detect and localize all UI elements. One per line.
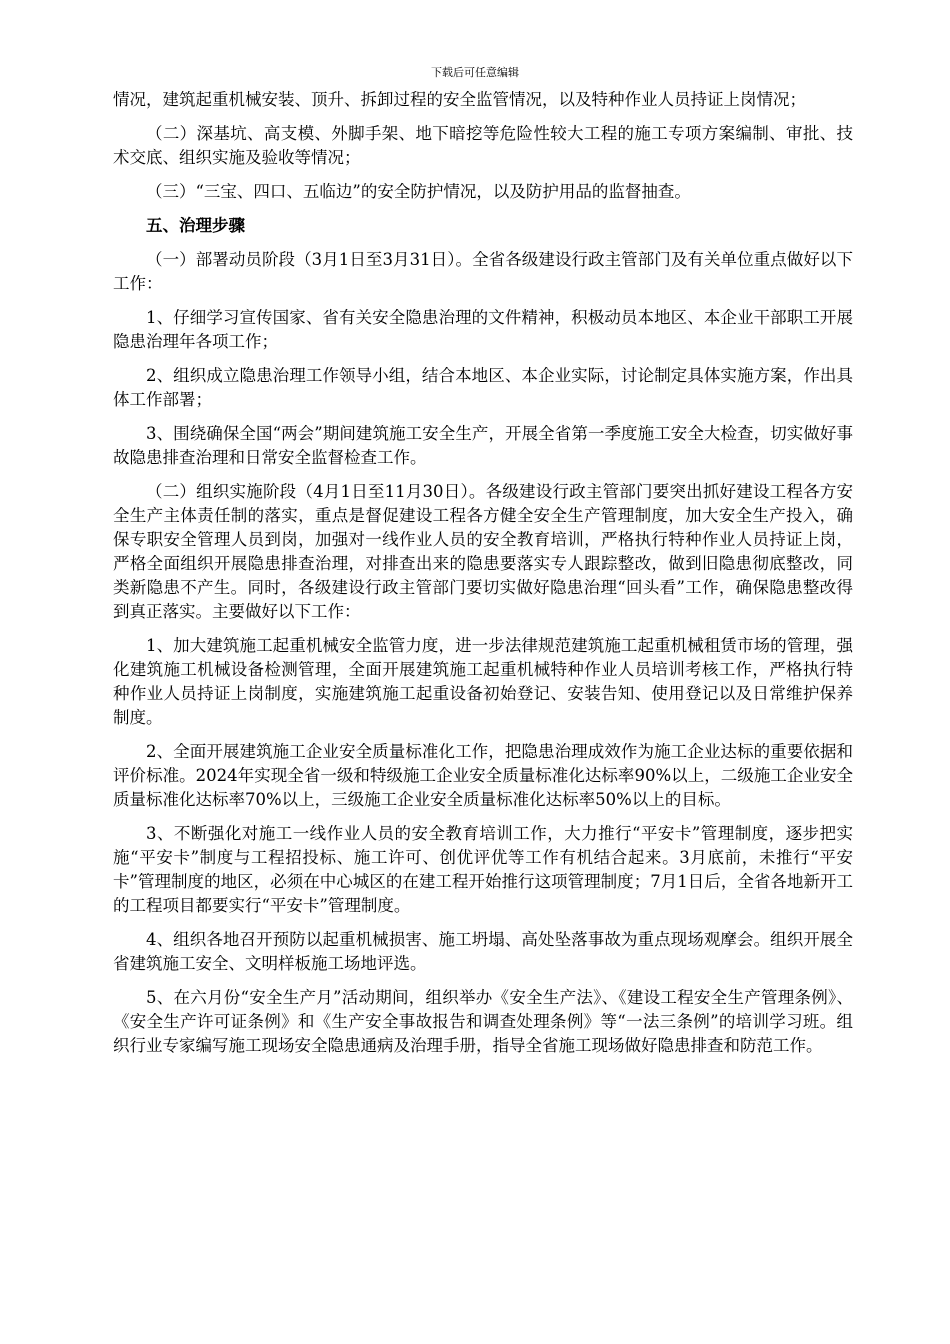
paragraph-stage-1-item-3: 3、围绕确保全国“两会”期间建筑施工安全生产，开展全省第一季度施工安全大检查，切实做好事故隐患排查治理和日常安全监督检查工作。 bbox=[113, 424, 853, 467]
paragraph-item-3: （三）“三宝、四口、五临边”的安全防护情况，以及防护用品的监督抽查。 bbox=[146, 182, 691, 201]
paragraph-stage-1-item-1: 1、仔细学习宣传国家、省有关安全隐患治理的文件精神，积极动员本地区、本企业干部职工开展隐患治理年各项工作； bbox=[113, 308, 853, 351]
document-body bbox=[113, 88, 853, 1068]
paragraph-stage-2-item-5: 5、在六月份“安全生产月”活动期间，组织举办《安全生产法》、《建设工程安全生产管理条例》、《安全生产许可证条例》和《生产安全事故报告和调查处理条例》等“一法三条例”的培训学习班。组织行业专家编写施工现场安全隐患通病及治理手册，指导全省施工现场做好隐患排查和防范工作。 bbox=[113, 988, 853, 1055]
paragraph-stage-1: （一）部署动员阶段（3月1日至3月31日）。全省各级建设行政主管部门及有关单位重点做好以下工作： bbox=[113, 250, 853, 293]
paragraph-stage-2-item-1: 1、加大建筑施工起重机械安全监管力度，进一步法律规范建筑施工起重机械租赁市场的管理，强化建筑施工机械设备检测管理，全面开展建筑施工起重机械特种作业人员培训考核工作，严格执行特种作业人员持证上岗制度，实施建筑施工起重设备初始登记、安装告知、使用登记以及日常维护保养制度。 bbox=[113, 636, 853, 727]
section-heading: 五、治理步骤 bbox=[146, 216, 245, 235]
paragraph-continuation: 情况，建筑起重机械安装、顶升、拆卸过程的安全监管情况，以及特种作业人员持证上岗情况； bbox=[113, 90, 806, 109]
paragraph-stage-2: （二）组织实施阶段（4月1日至11月30日）。各级建设行政主管部门要突出抓好建设工程各方安全生产主体责任制的落实，重点是督促建设工程各方健全安全生产管理制度，加大安全生产投入，确保专职安全管理人员到岗，加强对一线作业人员的安全教育培训，严格执行特种作业人员持证上岗，严格全面组织开展隐患排查治理，对排查出来的隐患要落实专人跟踪整改，做到旧隐患彻底整改，同类新隐患不产生。同时，各级建设行政主管部门要切实做好隐患治理“回头看”工作，确保隐患整改得到真正落实。主要做好以下工作： bbox=[113, 482, 853, 621]
page-header: 下载后可任意编辑 bbox=[431, 66, 519, 79]
paragraph-stage-2-item-2: 2、全面开展建筑施工企业安全质量标准化工作，把隐患治理成效作为施工企业达标的重要依据和评价标准。2024年实现全省一级和特级施工企业安全质量标准化达标率90%以上，二级施工企业安全质量标准化达标率70%以上，三级施工企业安全质量标准化达标率50%以上的目标。 bbox=[113, 742, 853, 809]
paragraph-item-2: （二）深基坑、高支模、外脚手架、地下暗挖等危险性较大工程的施工专项方案编制、审批、技术交底、组织实施及验收等情况； bbox=[113, 124, 853, 167]
paragraph-stage-2-item-4: 4、组织各地召开预防以起重机械损害、施工坍塌、高处坠落事故为重点现场观摩会。组织开展全省建筑施工安全、文明样板施工场地评选。 bbox=[113, 930, 853, 973]
paragraph-stage-1-item-2: 2、组织成立隐患治理工作领导小组，结合本地区、本企业实际，讨论制定具体实施方案，作出具体工作部署； bbox=[113, 366, 853, 409]
paragraph-stage-2-item-3: 3、不断强化对施工一线作业人员的安全教育培训工作，大力推行“平安卡”管理制度，逐步把实施“平安卡”制度与工程招投标、施工许可、创优评优等工作有机结合起来。3月底前，未推行“平安卡”管理制度的地区，必须在中心城区的在建工程开始推行这项管理制度；7月1日后，全省各地新开工的工程项目都要实行“平安卡”管理制度。 bbox=[113, 824, 853, 915]
